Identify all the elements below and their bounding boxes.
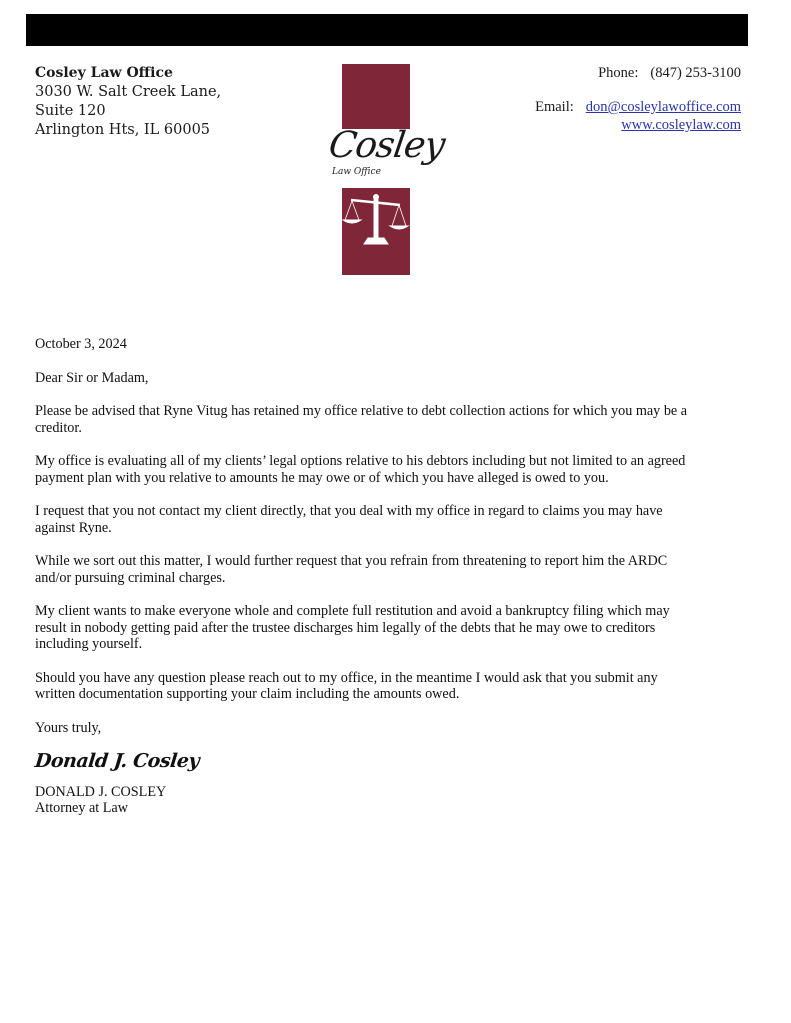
phone-row <box>535 64 741 82</box>
signer-name: DONALD J. COSLEY <box>35 783 167 800</box>
contact-block <box>535 64 741 134</box>
paragraph: Please be advised that Ryne Vitug has retained my office relative to debt collection actions for which you may be a creditor. <box>35 403 688 436</box>
email-row <box>535 98 741 116</box>
letter-body <box>35 336 700 817</box>
paragraph: My client wants to make everyone whole and complete full restitution and avoid a bankruptcy filing which may result in nobody getting paid after the trustee discharges him legally of the debts that he may owe to creditors including yourself. <box>35 603 670 652</box>
firm-name: Cosley Law Office <box>35 65 173 81</box>
address-line: 3030 W. Salt Creek Lane, <box>35 84 222 100</box>
logo-sub-text: Law Office <box>332 167 381 177</box>
logo-script-text: Cosley <box>326 125 447 166</box>
email-label: Email: <box>535 99 574 115</box>
scales-of-justice-icon <box>342 188 410 275</box>
paragraph: I request that you not contact my client directly, that you deal with my office in regard to claims you may have against Ryne. <box>35 503 663 536</box>
closing: Yours truly, <box>35 719 102 736</box>
letter-date: October 3, 2024 <box>35 336 127 352</box>
address-line: Arlington Hts, IL 60005 <box>35 122 211 138</box>
phone-label: Phone: <box>598 65 639 81</box>
firm-address-block <box>35 64 221 140</box>
website-row <box>535 116 741 134</box>
signer-title: Attorney at Law <box>35 800 128 816</box>
paragraph: Should you have any question please reach out to my office, in the meantime I would ask that you submit any written documentation supporting your claim including the amounts owed. <box>35 669 658 702</box>
address-line: Suite 120 <box>35 103 106 119</box>
firm-logo <box>326 64 447 276</box>
header-bar <box>26 14 748 46</box>
paragraph: My office is evaluating all of my clients’ legal options relative to his debtors including but not limited to an agreed payment plan with you relative to amounts he may owe or of which you have alleged is owed to you. <box>35 453 686 486</box>
logo-top-block <box>342 64 410 129</box>
website-link[interactable]: www.cosleylaw.com <box>621 117 741 133</box>
paragraph: While we sort out this matter, I would further request that you refrain from threatening to report him the ARDC and/or pursuing criminal charges. <box>35 553 668 586</box>
phone-number: (847) 253-3100 <box>650 65 741 81</box>
salutation: Dear Sir or Madam, <box>35 369 149 386</box>
email-link[interactable]: don@cosleylawoffice.com <box>585 99 741 115</box>
signature: Donald J. Cosley <box>33 750 201 772</box>
